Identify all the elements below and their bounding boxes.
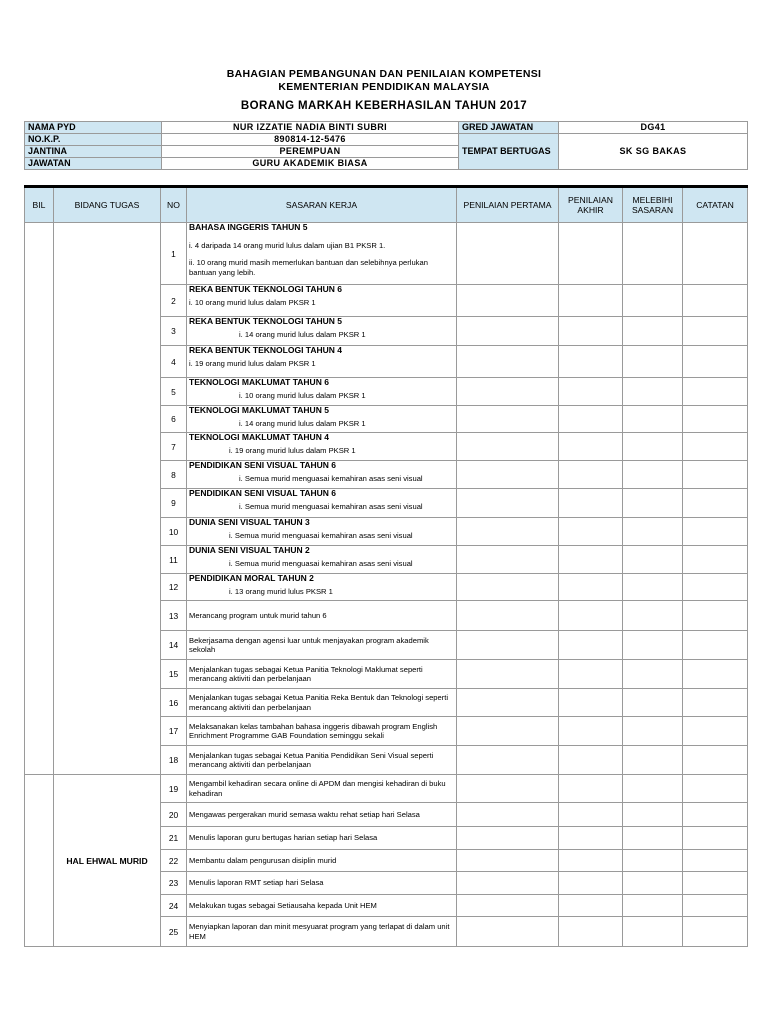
nokp-label: NO.K.P.: [25, 134, 162, 146]
penilaian-pertama-cell[interactable]: [457, 346, 559, 378]
sasaran-kerja-cell: [187, 803, 457, 827]
subject-title: TEKNOLOGI MAKLUMAT TAHUN 5: [189, 405, 329, 415]
jantina-value: PEREMPUAN: [162, 146, 459, 158]
catatan-cell[interactable]: [683, 689, 748, 717]
table-row: [25, 775, 748, 803]
penilaian-akhir-cell[interactable]: [559, 660, 623, 689]
penilaian-akhir-cell[interactable]: [559, 518, 623, 546]
melebihi-sasaran-cell[interactable]: [623, 895, 683, 917]
row-number: 1: [161, 223, 187, 285]
sasaran-kerja-cell: [187, 827, 457, 850]
melebihi-sasaran-cell[interactable]: [623, 346, 683, 378]
target-line: Merancang program untuk murid tahun 6: [189, 610, 327, 620]
col-melebihi-sasaran: MELEBIHI SASARAN: [623, 187, 683, 223]
melebihi-sasaran-cell[interactable]: [623, 775, 683, 803]
penilaian-pertama-cell[interactable]: [457, 917, 559, 947]
penilaian-pertama-cell[interactable]: [457, 803, 559, 827]
penilaian-pertama-cell[interactable]: [457, 660, 559, 689]
bil-cell: [25, 223, 54, 775]
row-number: 3: [161, 317, 187, 346]
penilaian-pertama-cell[interactable]: [457, 378, 559, 406]
melebihi-sasaran-cell[interactable]: [623, 746, 683, 775]
target-line: i. 10 orang murid lulus dalam PKSR 1: [189, 297, 316, 307]
penilaian-akhir-cell[interactable]: [559, 746, 623, 775]
subject-title: DUNIA SENI VISUAL TAHUN 3: [189, 517, 310, 527]
row-number: 9: [161, 489, 187, 518]
tempat-value: SK SG BAKAS: [559, 134, 748, 170]
target-line: i. 14 orang murid lulus dalam PKSR 1: [239, 329, 366, 339]
melebihi-sasaran-cell[interactable]: [623, 601, 683, 631]
penilaian-pertama-cell[interactable]: [457, 461, 559, 489]
row-number: 16: [161, 689, 187, 717]
penilaian-akhir-cell[interactable]: [559, 689, 623, 717]
info-table: [24, 121, 748, 170]
sasaran-kerja-cell: [187, 917, 457, 947]
sasaran-kerja-cell: [187, 895, 457, 917]
melebihi-sasaran-cell[interactable]: [623, 285, 683, 317]
catatan-cell[interactable]: [683, 827, 748, 850]
target-line: Melaksanakan kelas tambahan bahasa inggeris dibawah program English Enrichment Programme GAB Foundation seminggu sekali: [189, 721, 438, 740]
penilaian-pertama-cell[interactable]: [457, 518, 559, 546]
col-bidang-tugas: BIDANG TUGAS: [54, 187, 161, 223]
sasaran-kerja-cell: [187, 317, 457, 346]
row-number: 15: [161, 660, 187, 689]
melebihi-sasaran-cell[interactable]: [623, 317, 683, 346]
target-line: i. Semua murid menguasai kemahiran asas seni visual: [229, 558, 413, 568]
melebihi-sasaran-cell[interactable]: [623, 660, 683, 689]
penilaian-pertama-cell[interactable]: [457, 574, 559, 601]
penilaian-akhir-cell[interactable]: [559, 317, 623, 346]
penilaian-pertama-cell[interactable]: [457, 406, 559, 433]
row-number: 7: [161, 433, 187, 461]
target-line: i. 14 orang murid lulus dalam PKSR 1: [239, 418, 366, 428]
penilaian-akhir-cell[interactable]: [559, 717, 623, 746]
sasaran-kerja-cell: [187, 406, 457, 433]
table-row: [25, 223, 748, 285]
subject-title: REKA BENTUK TEKNOLOGI TAHUN 6: [189, 284, 342, 294]
subject-title: PENDIDIKAN SENI VISUAL TAHUN 6: [189, 460, 337, 470]
catatan-cell[interactable]: [683, 378, 748, 406]
catatan-cell[interactable]: [683, 518, 748, 546]
penilaian-pertama-cell[interactable]: [457, 489, 559, 518]
catatan-cell[interactable]: [683, 461, 748, 489]
target-line: Menulis laporan RMT setiap hari Selasa: [189, 878, 324, 888]
sasaran-kerja-cell: [187, 285, 457, 317]
catatan-cell[interactable]: [683, 574, 748, 601]
target-line: i. 19 orang murid lulus dalam PKSR 1: [189, 358, 316, 368]
row-number: 19: [161, 775, 187, 803]
nama-value: NUR IZZATIE NADIA BINTI SUBRI: [162, 122, 459, 134]
sasaran-kerja-cell: [187, 518, 457, 546]
melebihi-sasaran-cell[interactable]: [623, 406, 683, 433]
sasaran-kerja-cell: [187, 660, 457, 689]
target-line: Bekerjasama dengan agensi luar untuk menjayakan program akademik sekolah: [189, 635, 429, 654]
catatan-cell[interactable]: [683, 872, 748, 895]
catatan-cell[interactable]: [683, 346, 748, 378]
col-sasaran-kerja: SASARAN KERJA: [187, 187, 457, 223]
penilaian-akhir-cell[interactable]: [559, 546, 623, 574]
sasaran-kerja-cell: [187, 717, 457, 746]
melebihi-sasaran-cell[interactable]: [623, 717, 683, 746]
sasaran-kerja-cell: [187, 489, 457, 518]
target-line: i. Semua murid menguasai kemahiran asas seni visual: [239, 473, 423, 483]
subject-title: REKA BENTUK TEKNOLOGI TAHUN 4: [189, 345, 342, 355]
sasaran-kerja-cell: [187, 631, 457, 660]
row-number: 14: [161, 631, 187, 660]
melebihi-sasaran-cell[interactable]: [623, 631, 683, 660]
row-number: 13: [161, 601, 187, 631]
sasaran-kerja-cell: [187, 546, 457, 574]
row-number: 5: [161, 378, 187, 406]
target-line: Membantu dalam pengurusan disiplin murid: [189, 855, 337, 865]
row-number: 8: [161, 461, 187, 489]
penilaian-akhir-cell[interactable]: [559, 917, 623, 947]
subject-title: PENDIDIKAN MORAL TAHUN 2: [189, 573, 314, 583]
penilaian-akhir-cell[interactable]: [559, 285, 623, 317]
catatan-cell[interactable]: [683, 775, 748, 803]
sasaran-kerja-cell: [187, 346, 457, 378]
penilaian-akhir-cell[interactable]: [559, 223, 623, 285]
penilaian-akhir-cell[interactable]: [559, 872, 623, 895]
penilaian-akhir-cell[interactable]: [559, 346, 623, 378]
col-penilaian-akhir: PENILAIAN AKHIR: [559, 187, 623, 223]
row-number: 6: [161, 406, 187, 433]
penilaian-akhir-cell[interactable]: [559, 406, 623, 433]
row-number: 17: [161, 717, 187, 746]
target-line: i. 13 orang murid lulus PKSR 1: [229, 586, 333, 596]
nokp-value: 890814-12-5476: [162, 134, 459, 146]
penilaian-pertama-cell[interactable]: [457, 872, 559, 895]
col-no: NO: [161, 187, 187, 223]
catatan-cell[interactable]: [683, 850, 748, 872]
sasaran-kerja-cell: [187, 746, 457, 775]
sasaran-kerja-cell: [187, 775, 457, 803]
form-title: BORANG MARKAH KEBERHASILAN TAHUN 2017: [240, 100, 528, 112]
penilaian-pertama-cell[interactable]: [457, 433, 559, 461]
melebihi-sasaran-cell[interactable]: [623, 546, 683, 574]
penilaian-akhir-cell[interactable]: [559, 433, 623, 461]
target-line: i. Semua murid menguasai kemahiran asas seni visual: [229, 530, 413, 540]
col-penilaian-pertama: PENILAIAN PERTAMA: [457, 187, 559, 223]
catatan-cell[interactable]: [683, 601, 748, 631]
penilaian-akhir-cell[interactable]: [559, 827, 623, 850]
penilaian-pertama-cell[interactable]: [457, 717, 559, 746]
penilaian-pertama-cell[interactable]: [457, 775, 559, 803]
penilaian-akhir-cell[interactable]: [559, 574, 623, 601]
sasaran-kerja-cell: [187, 601, 457, 631]
row-number: 10: [161, 518, 187, 546]
row-number: 2: [161, 285, 187, 317]
target-line: Menjalankan tugas sebagai Ketua Panitia Pendidikan Seni Visual seperti merancang aktiviti dan perbelanjaan: [189, 750, 434, 769]
melebihi-sasaran-cell[interactable]: [623, 850, 683, 872]
penilaian-pertama-cell[interactable]: [457, 631, 559, 660]
jantina-label: JANTINA: [25, 146, 162, 158]
target-line: i. 10 orang murid lulus dalam PKSR 1: [239, 390, 366, 400]
penilaian-akhir-cell[interactable]: [559, 895, 623, 917]
row-number: 23: [161, 872, 187, 895]
subject-title: TEKNOLOGI MAKLUMAT TAHUN 4: [189, 432, 329, 442]
melebihi-sasaran-cell[interactable]: [623, 917, 683, 947]
penilaian-pertama-cell[interactable]: [457, 285, 559, 317]
catatan-cell[interactable]: [683, 223, 748, 285]
penilaian-pertama-cell[interactable]: [457, 689, 559, 717]
melebihi-sasaran-cell[interactable]: [623, 489, 683, 518]
melebihi-sasaran-cell[interactable]: [623, 461, 683, 489]
catatan-cell[interactable]: [683, 917, 748, 947]
melebihi-sasaran-cell[interactable]: [623, 223, 683, 285]
melebihi-sasaran-cell[interactable]: [623, 803, 683, 827]
penilaian-akhir-cell[interactable]: [559, 775, 623, 803]
row-number: 25: [161, 917, 187, 947]
penilaian-pertama-cell[interactable]: [457, 746, 559, 775]
sasaran-kerja-cell: [187, 223, 457, 285]
melebihi-sasaran-cell[interactable]: [623, 689, 683, 717]
bidang-tugas-cell: [54, 223, 161, 775]
target-line: ii. 10 orang murid masih memerlukan bantuan dan selebihnya perlukan bantuan yang lebih.: [189, 258, 428, 277]
sasaran-kerja-cell: [187, 378, 457, 406]
melebihi-sasaran-cell[interactable]: [623, 518, 683, 546]
penilaian-pertama-cell[interactable]: [457, 546, 559, 574]
penilaian-pertama-cell[interactable]: [457, 827, 559, 850]
penilaian-akhir-cell[interactable]: [559, 461, 623, 489]
sasaran-kerja-cell: [187, 461, 457, 489]
melebihi-sasaran-cell[interactable]: [623, 827, 683, 850]
nama-label: NAMA PYD: [25, 122, 162, 134]
bil-cell: [25, 775, 54, 947]
catatan-cell[interactable]: [683, 489, 748, 518]
catatan-cell[interactable]: [683, 285, 748, 317]
target-line: Menulis laporan guru bertugas harian setiap hari Selasa: [189, 833, 378, 843]
melebihi-sasaran-cell[interactable]: [623, 433, 683, 461]
target-line: Mengambil kehadiran secara online di APDM dan mengisi kehadiran di buku kehadiran: [189, 779, 446, 798]
penilaian-pertama-cell[interactable]: [457, 601, 559, 631]
row-number: 18: [161, 746, 187, 775]
catatan-cell[interactable]: [683, 546, 748, 574]
gred-value: DG41: [559, 122, 748, 134]
jawatan-value: GURU AKADEMIK BIASA: [162, 158, 459, 170]
row-number: 21: [161, 827, 187, 850]
penilaian-pertama-cell[interactable]: [457, 223, 559, 285]
penilaian-pertama-cell[interactable]: [457, 850, 559, 872]
penilaian-pertama-cell[interactable]: [457, 895, 559, 917]
jawatan-label: JAWATAN: [25, 158, 162, 170]
penilaian-akhir-cell[interactable]: [559, 850, 623, 872]
penilaian-akhir-cell[interactable]: [559, 601, 623, 631]
target-line: Menyiapkan laporan dan minit mesyuarat program yang terlapat di dalam unit HEM: [189, 922, 450, 941]
penilaian-pertama-cell[interactable]: [457, 317, 559, 346]
tempat-label: TEMPAT BERTUGAS: [459, 134, 559, 170]
col-bil: BIL: [25, 187, 54, 223]
target-line: i. 4 daripada 14 orang murid lulus dalam ujian B1 PKSR 1.: [189, 240, 386, 250]
gred-label: GRED JAWATAN: [459, 122, 559, 134]
header-line-2: KEMENTERIAN PENDIDIKAN MALAYSIA: [278, 81, 490, 93]
row-number: 24: [161, 895, 187, 917]
penilaian-akhir-cell[interactable]: [559, 631, 623, 660]
bidang-tugas-cell: HAL EHWAL MURID: [54, 775, 161, 947]
sasaran-kerja-cell: [187, 689, 457, 717]
melebihi-sasaran-cell[interactable]: [623, 574, 683, 601]
target-line: Melakukan tugas sebagai Setiausaha kepada Unit HEM: [189, 900, 377, 910]
subject-title: TEKNOLOGI MAKLUMAT TAHUN 6: [189, 377, 329, 387]
row-number: 4: [161, 346, 187, 378]
catatan-cell[interactable]: [683, 631, 748, 660]
col-catatan: CATATAN: [683, 187, 748, 223]
target-line: i. 19 orang murid lulus dalam PKSR 1: [229, 445, 356, 455]
subject-title: PENDIDIKAN SENI VISUAL TAHUN 6: [189, 488, 337, 498]
subject-title: REKA BENTUK TEKNOLOGI TAHUN 5: [189, 316, 342, 326]
row-number: 12: [161, 574, 187, 601]
row-number: 20: [161, 803, 187, 827]
target-line: Menjalankan tugas sebagai Ketua Panitia Teknologi Maklumat seperti merancang aktiviti dan perbelanjaan: [189, 664, 423, 683]
catatan-cell[interactable]: [683, 433, 748, 461]
subject-title: BAHASA INGGERIS TAHUN 5: [189, 222, 308, 232]
sasaran-kerja-cell: [187, 574, 457, 601]
target-line: Mengawas pergerakan murid semasa waktu rehat setiap hari Selasa: [189, 809, 420, 819]
sasaran-kerja-cell: [187, 433, 457, 461]
penilaian-akhir-cell[interactable]: [559, 489, 623, 518]
catatan-cell[interactable]: [683, 746, 748, 775]
catatan-cell[interactable]: [683, 803, 748, 827]
row-number: 11: [161, 546, 187, 574]
subject-title: DUNIA SENI VISUAL TAHUN 2: [189, 545, 310, 555]
melebihi-sasaran-cell[interactable]: [623, 378, 683, 406]
target-line: i. Semua murid menguasai kemahiran asas seni visual: [239, 501, 423, 511]
catatan-cell[interactable]: [683, 406, 748, 433]
penilaian-akhir-cell[interactable]: [559, 803, 623, 827]
catatan-cell[interactable]: [683, 895, 748, 917]
sasaran-kerja-cell: [187, 850, 457, 872]
catatan-cell[interactable]: [683, 660, 748, 689]
melebihi-sasaran-cell[interactable]: [623, 872, 683, 895]
target-line: Menjalankan tugas sebagai Ketua Panitia Reka Bentuk dan Teknologi seperti merancang aktiviti dan perbelanjaan: [189, 693, 449, 712]
header-line-1: BAHAGIAN PEMBANGUNAN DAN PENILAIAN KOMPETENSI: [226, 68, 542, 80]
penilaian-akhir-cell[interactable]: [559, 378, 623, 406]
results-table: [24, 185, 748, 947]
row-number: 22: [161, 850, 187, 872]
catatan-cell[interactable]: [683, 317, 748, 346]
catatan-cell[interactable]: [683, 717, 748, 746]
sasaran-kerja-cell: [187, 872, 457, 895]
